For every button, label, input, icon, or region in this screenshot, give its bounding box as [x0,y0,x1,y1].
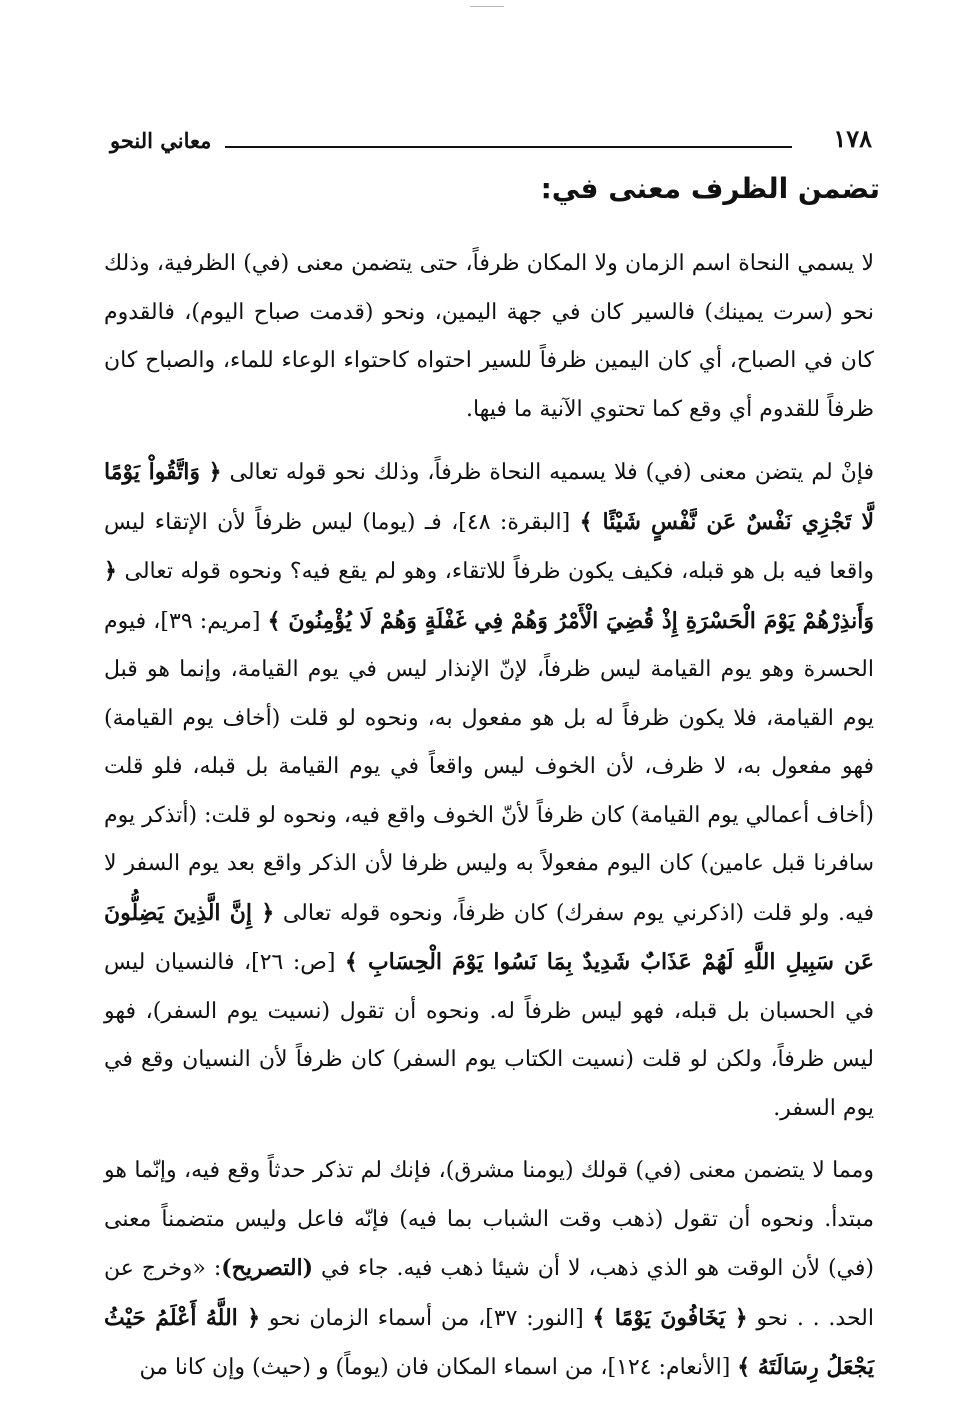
p2-text-3: [مريم: ٣٩]، فيوم الحسرة وهو يوم القيامة ليس ظرفاً، لإنّ الإنذار ليس في يوم القيامة، وإنما هو قبل يوم القيامة، فلا يكون ظرفاً له بل هو مفعول به، ونحوه لو قلت (أخاف يوم القيامة) فهو مفعول به، لا ظرف، لأن الخوف ليس واقعاً في يوم القيامة بل قبله، فلو قلت (أخاف أعمالي يوم القيامة) كان ظرفاً لأنّ الخوف واقع فيه، ونحوه لو قلت: (أتذكر يوم سافرنا قبل عامين) كان اليوم مفعولاً به وليس ظرفا لأن الذكر واقع بعد يوم السفر لا فيه. ولو قلت (اذكرني يوم سفرك) كان ظرفاً، ونحوه قوله تعالى [104,608,875,926]
header-rule [225,146,792,148]
quran-verse-sad-26: ﴿ إِنَّ الَّذِينَ يَضِلُّونَ عَن سَبِيلِ اللَّهِ لَهُمْ عَذَابٌ شَدِيدٌ بِمَا نَسُوا يَوْمَ الْحِسَابِ ﴾ [104,899,874,975]
section-title: تضمن الظرف معنى في: [540,172,880,205]
paragraph-3 [104,1147,874,1393]
book-citation-tasrih: (التصريح) [221,1255,314,1281]
p2-text-1: فإنْ لم يتضن معنى (في) فلا يسميه النحاة ظرفاً، وذلك نحو قوله تعالى [229,460,875,485]
body-text [104,240,874,1393]
running-title: معاني النحو [110,128,212,153]
p2-text-4: [ص: ٢٦]، فالنسيان ليس في الحسبان بل قبله، فهو ليس ظرفاً له. ونحوه أن تقول (نسيت يوم السفر)، فهو ليس ظرفاً، ولكن لو قلت (نسيت الكتاب يوم السفر) كان ظرفاً لأن النسيان وقع في يوم السفر. [104,950,874,1121]
quran-verse-maryam-39: ﴿ وَأَنذِرْهُمْ يَوْمَ الْحَسْرَةِ إِذْ قُضِيَ الْأَمْرُ وَهُمْ فِي غَفْلَةٍ وَهُمْ لَا يُؤْمِنُونَ ﴾ [104,558,874,634]
scan-top-mark [470,6,504,7]
quran-verse-baqara-48: ﴿ وَاتَّقُواْ يَوْمًا لَّا تَجْزِي نَفْسٌ عَن نَّفْسٍ شَيْئًا ﴾ [104,459,874,535]
page-header [110,122,872,162]
quran-verse-anam-124: ﴿ اللَّهُ أَعْلَمُ حَيْثُ يَجْعَلُ رِسَالَتَهُ ﴾ [104,1304,874,1380]
paragraph-1: لا يسمي النحاة اسم الزمان ولا المكان ظرفاً، حتى يتضمن معنى (في) الظرفية، وذلك نحو (سرت يمينك) فالسير كان في جهة اليمين، ونحو (قدمت صباح اليوم)، فالقدوم كان في الصباح، أي كان اليمين ظرفاً للسير احتواه كاحتواء الوعاء للماء، والصباح كان ظرفاً للقدوم أي وقع كما تحتوي الآنية ما فيها. [104,251,874,422]
p3-text-4: [الأنعام: ١٢٤]، من اسماء المكان فان (يوماً) و (حيث) وإن كانا من [139,1355,731,1380]
quran-verse-nur-37: ﴿ يَخَافُونَ يَوْمًا ﴾ [592,1304,748,1331]
page-number: ١٧٨ [833,124,872,153]
p3-text-1: ومما لا يتضمن معنى (في) قولك (يومنا مشرق)، فإنك لم تذكر حدثاً وقع فيه، وإنّما هو مبتدأ. ونحوه أن تقول (ذهب وقت الشباب بما فيه) فإنّه فاعل وليس متضمناً معنى (في) لأن الوقت هو الذي ذهب، لا أن شيئا ذهب فيه. جاء في [104,1158,874,1281]
p3-text-2: : «وخرج عن الحد. . . نحو [104,1256,874,1331]
p3-text-3: [النور: ٣٧]، من أسماء الزمان نحو [268,1305,584,1331]
paragraph-2 [104,448,874,1133]
p2-text-2: [البقرة: ٤٨]، فـ (يوما) ليس ظرفاً لأن الإتقاء ليس واقعا فيه بل هو قبله، فكيف يكون ظرفاً للاتقاء، وهو لم يقع فيه؟ ونحوه قوله تعالى [104,509,874,584]
